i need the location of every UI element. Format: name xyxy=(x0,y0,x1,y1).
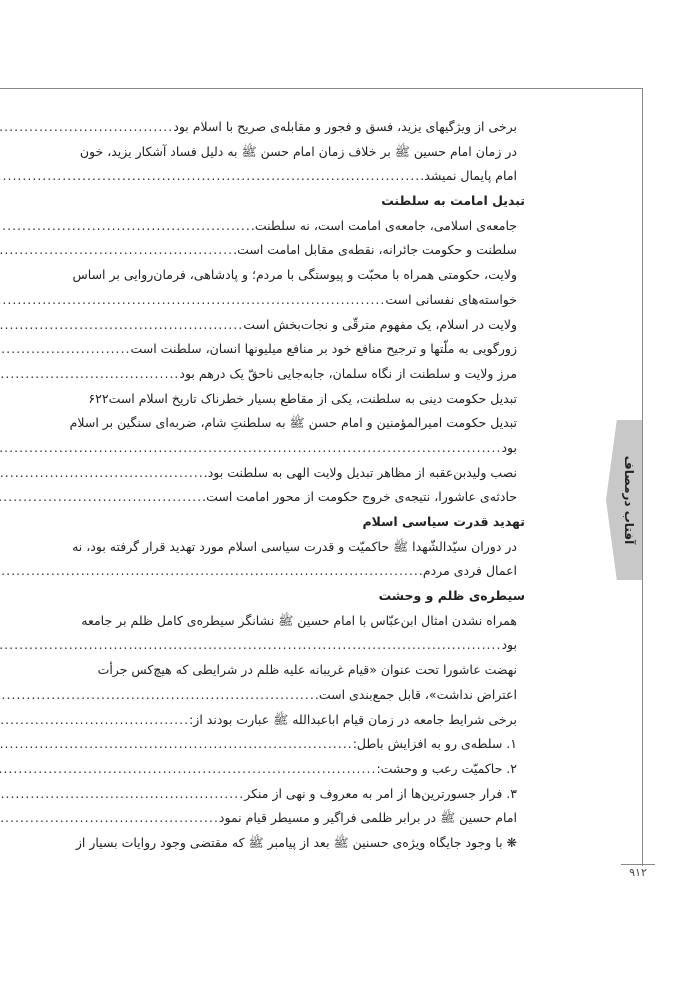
entry-text: سلطنت و حکومت جائرانه، نقطه‌ی مقابل امامت است. xyxy=(233,242,517,258)
index-line xyxy=(103,461,525,486)
index-line xyxy=(103,683,525,708)
index-line xyxy=(103,708,525,733)
section-heading xyxy=(103,584,525,609)
index-line xyxy=(103,485,525,510)
entry-text: بود xyxy=(501,637,517,653)
running-title: آفتاب درمصاف xyxy=(622,455,636,545)
entry-text: حادثه‌ی عاشورا، نتیجه‌ی خروج حکومت از محور امامت است. xyxy=(202,489,517,505)
entry-text: خواسته‌های نفسانی است xyxy=(385,291,517,307)
dot-leader xyxy=(0,683,315,708)
dot-leader xyxy=(0,732,353,757)
index-line xyxy=(103,337,525,362)
index-line xyxy=(103,757,525,782)
index-line xyxy=(103,115,525,140)
entry-text: ولایت در اسلام، یک مفهوم مترقّی و نجات‌بخش است xyxy=(243,316,517,332)
index-line xyxy=(72,535,525,560)
entry-text: برخی شرایط جامعه در زمان قیام اباعبدالله ﷺ عبارت بودند از: xyxy=(189,711,517,727)
dot-leader xyxy=(0,806,219,831)
dot-leader xyxy=(0,337,130,362)
index-list xyxy=(69,115,525,856)
index-line xyxy=(103,214,525,239)
dot-leader xyxy=(0,633,501,658)
section-heading xyxy=(103,189,525,214)
entry-text: نهضت عاشورا تحت عنوان «قیام غریبانه علیه ظلم در شرایطی که هیچ‌کس جرأت xyxy=(97,662,517,678)
dot-leader xyxy=(0,708,189,733)
dot-leader xyxy=(0,559,419,584)
index-line xyxy=(103,164,525,189)
dot-leader xyxy=(0,313,243,338)
index-line xyxy=(103,436,525,461)
header-rule xyxy=(0,88,643,89)
index-line xyxy=(72,263,525,288)
entry-text: بود xyxy=(501,439,517,455)
index-line xyxy=(81,609,525,634)
entry-text: زورگویی به ملّتها و ترجیح منافع خود بر منافع میلیونها انسان، سلطنت است xyxy=(130,341,517,357)
entry-text: امام پایمال نمیشد. xyxy=(420,168,517,184)
entry-text: در دوران سیّدالشّهدا ﷺ حاکمیّت و قدرت سیاسی اسلام مورد تهدید قرار گرفته بود، نه xyxy=(72,538,517,554)
index-line xyxy=(103,782,525,807)
entry-text: ۲. حاکمیّت رعب و وحشت: xyxy=(376,760,517,776)
entry-text: در زمان امام حسین ﷺ بر خلاف زمان امام حسن ﷺ به دلیل فساد آشکار یزید، خون xyxy=(79,143,517,159)
dot-leader xyxy=(0,436,501,461)
index-line xyxy=(97,658,525,683)
margin-rule xyxy=(642,88,643,866)
entry-text: ولایت، حکومتی همراه با محبّت و پیوستگی با مردم؛ و پادشاهی، فرمان‌روایی بر اساس xyxy=(72,267,517,283)
entry-text: نصب ولیدبن‌عقبه از مظاهر تبدیل ولایت الهی به سلطنت بود. xyxy=(203,464,517,480)
index-line xyxy=(75,831,525,856)
index-line xyxy=(79,140,525,165)
dot-leader xyxy=(0,782,244,807)
page-number: ۹۱۲ xyxy=(621,864,655,879)
index-line xyxy=(103,806,525,831)
index-line xyxy=(103,313,525,338)
heading-text: تهدید قدرت سیاسی اسلام xyxy=(362,514,525,529)
entry-text: اعتراض نداشت»، قابل جمع‌بندی است. xyxy=(314,686,517,702)
entry-text: امام حسین ﷺ در برابر ظلمی فراگیر و مسیطر قیام نمود xyxy=(218,810,517,826)
dot-leader xyxy=(0,238,233,263)
index-line xyxy=(103,362,525,387)
dot-leader xyxy=(0,164,420,189)
entry-text: ۳. فرار جسورترین‌ها از امر به معروف و نهی از منکر xyxy=(244,785,517,801)
index-line xyxy=(103,732,525,757)
dot-leader xyxy=(0,288,385,313)
dot-leader xyxy=(0,485,202,510)
entry-text: اعمال فردی مردم. xyxy=(418,563,517,579)
section-heading xyxy=(103,510,525,535)
entry-text: تبدیل حکومت امیرالمؤمنین و امام حسن ﷺ به سلطنتِ شام، ضربه‌ای سنگین بر اسلام xyxy=(69,415,517,431)
index-line xyxy=(103,559,525,584)
page-reference: ۶۲۲ xyxy=(88,390,109,406)
entry-text: جامعه‌ی اسلامی، جامعه‌ی امامت است، نه سلطنت. xyxy=(250,217,517,233)
index-line xyxy=(103,288,525,313)
heading-text: سیطره‌ی ظلم و وحشت xyxy=(378,588,525,604)
dot-leader xyxy=(0,214,251,239)
index-line xyxy=(103,633,525,658)
entry-text: ۱. سلطه‌ی رو به افزایش باطل: xyxy=(352,736,517,752)
entry-text: ❋ با وجود جایگاه ویژه‌ی حسنین ﷺ بعد از پیامبر ﷺ که مقتضی وجود روایات بسیار از xyxy=(75,834,517,850)
index-line xyxy=(69,411,525,436)
entry-text: مرز ولایت و سلطنت از نگاه سلمان، جابه‌جایی ناحقّ یک درهم بود xyxy=(179,365,517,381)
index-line xyxy=(88,387,525,412)
dot-leader xyxy=(0,461,204,486)
index-line xyxy=(103,238,525,263)
entry-text: همراه نشدن امثال ابن‌عبّاس با امام حسین ﷺ نشانگر سیطره‌ی کامل ظلم بر جامعه xyxy=(81,612,517,628)
dot-leader xyxy=(0,362,179,387)
dot-leader xyxy=(0,757,376,782)
entry-text: برخی از ویژگیهای یزید، فسق و فجور و مقابله‌ی صریح با اسلام بود xyxy=(173,119,517,134)
entry-text: تبدیل حکومت دینی به سلطنت، یکی از مقاطع بسیار خطرناک تاریخ اسلام است xyxy=(108,390,517,406)
dot-leader xyxy=(0,115,173,140)
heading-text: تبدیل امامت به سلطنت xyxy=(381,193,525,209)
